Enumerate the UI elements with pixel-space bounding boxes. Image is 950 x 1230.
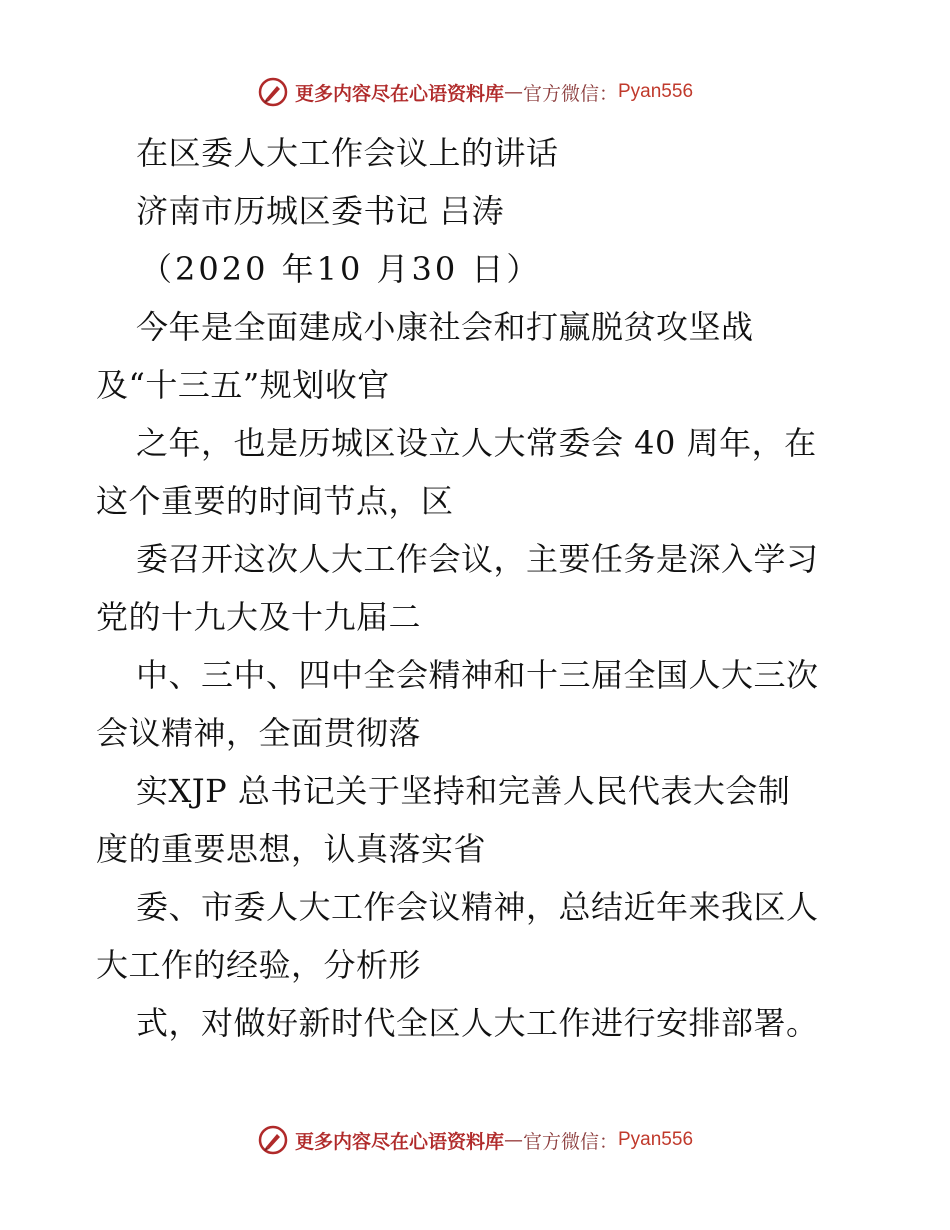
body-line: 式，对做好新时代全区人大工作进行安排部署。 [136,1004,819,1042]
footer-watermark [0,1120,950,1160]
body-line: 实XJP 总书记关于坚持和完善人民代表大会制 [136,772,791,810]
body-line: 委、市委人大工作会议精神，总结近年来我区人 [136,888,819,926]
body-line: 大工作的经验，分析形 [96,946,422,984]
watermark-brand: 更多内容尽在心语资料库 [294,1130,504,1153]
body-line: 会议精神，全面贯彻落 [96,714,422,752]
pen-logo-icon [257,1124,289,1156]
pen-logo-icon [257,76,289,108]
body-line: 之年，也是历城区设立人大常委会 40 周年，在 [136,424,817,462]
watermark-separator: — [503,81,523,103]
watermark-wechat-id: Pyan556 [618,1129,694,1150]
document-date: （2020 年10 月30 日） [140,250,542,288]
body-line: 今年是全面建成小康社会和打赢脱贫攻坚战 [136,308,754,346]
watermark-separator: — [503,1129,523,1151]
body-line: 中、三中、四中全会精神和十三届全国人大三次 [136,656,819,694]
body-line: 度的重要思想，认真落实省 [96,830,487,868]
document-title: 在区委人大工作会议上的讲话 [136,134,559,172]
header-watermark [0,72,950,112]
watermark-brand: 更多内容尽在心语资料库 [294,82,504,105]
body-line: 委召开这次人大工作会议，主要任务是深入学习 [136,540,819,578]
watermark-wechat-label: 官方微信： [522,1130,618,1153]
body-line: 及“十三五”规划收官 [96,366,390,404]
body-line: 这个重要的时间节点，区 [96,482,454,520]
document-author: 济南市历城区委书记 吕涛 [136,192,505,230]
watermark-wechat-label: 官方微信： [522,82,618,105]
watermark-wechat-id: Pyan556 [618,81,694,102]
document-body [96,124,856,1052]
body-line: 党的十九大及十九届二 [96,598,422,636]
